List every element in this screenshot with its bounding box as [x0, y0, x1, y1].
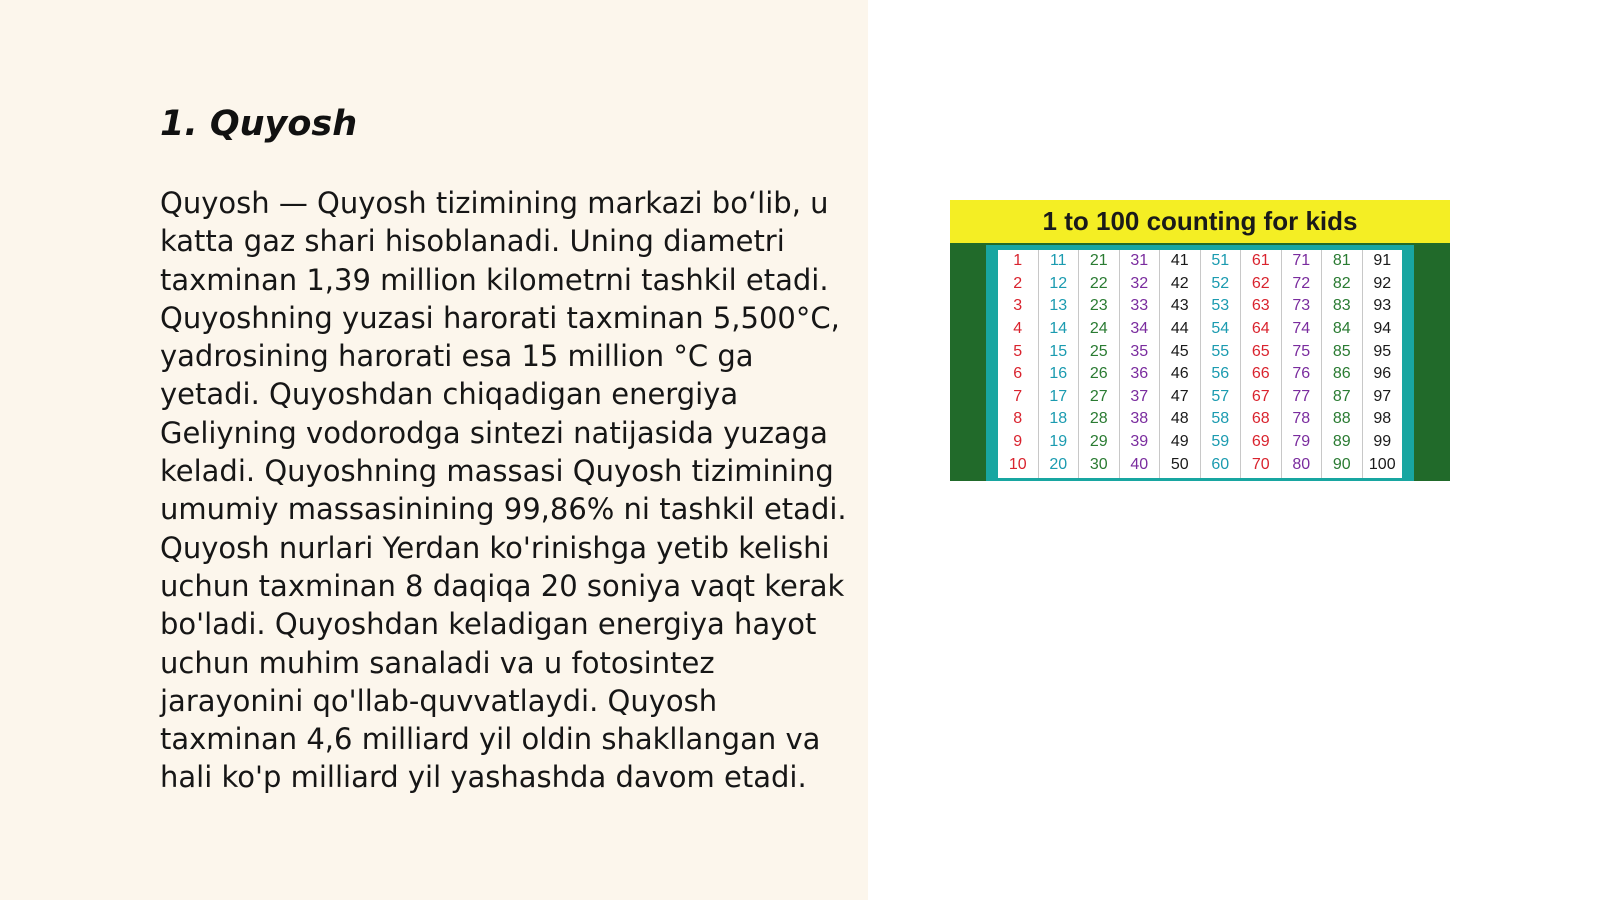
counting-grid-cell: 5: [1013, 342, 1023, 360]
counting-grid-cell: 23: [1089, 297, 1108, 315]
counting-grid-cell: 94: [1373, 320, 1392, 338]
counting-grid-cell: 50: [1170, 455, 1189, 473]
counting-grid-cell: 96: [1373, 365, 1392, 383]
counting-grid-column: [1079, 250, 1120, 478]
counting-grid-cell: 43: [1170, 297, 1189, 315]
counting-grid-cell: 73: [1292, 297, 1311, 315]
counting-grid-cell: 11: [1049, 252, 1067, 270]
counting-grid-cell: 22: [1089, 274, 1108, 292]
counting-grid-cell: 85: [1332, 342, 1351, 360]
counting-grid-cell: 70: [1251, 455, 1270, 473]
counting-grid-cell: 76: [1292, 365, 1311, 383]
counting-grid-cell: 62: [1251, 274, 1270, 292]
counting-grid-cell: 83: [1332, 297, 1351, 315]
counting-grid-cell: 61: [1251, 252, 1270, 270]
counting-grid-cell: 84: [1332, 320, 1351, 338]
counting-grid-cell: 67: [1251, 387, 1270, 405]
counting-grid-cell: 81: [1332, 252, 1351, 270]
counting-grid-cell: 27: [1089, 387, 1108, 405]
counting-grid-cell: 7: [1013, 387, 1023, 405]
counting-grid-cell: 95: [1373, 342, 1392, 360]
counting-grid-cell: 93: [1373, 297, 1392, 315]
counting-grid-cell: 18: [1049, 410, 1068, 428]
counting-grid-cell: 78: [1292, 410, 1311, 428]
counting-chart-title: 1 to 100 counting for kids: [950, 200, 1450, 243]
counting-grid-cell: 63: [1251, 297, 1270, 315]
counting-grid-cell: 33: [1130, 297, 1149, 315]
counting-grid-cell: 21: [1089, 252, 1108, 270]
counting-grid-cell: 75: [1292, 342, 1311, 360]
counting-grid-cell: 45: [1170, 342, 1189, 360]
counting-grid-cell: 90: [1332, 455, 1351, 473]
counting-grid-cell: 19: [1049, 433, 1068, 451]
counting-grid-cell: 69: [1251, 433, 1270, 451]
counting-chart-frame: [986, 245, 1414, 481]
counting-grid-cell: 48: [1170, 410, 1189, 428]
counting-grid-cell: 15: [1049, 342, 1068, 360]
counting-grid-cell: 29: [1089, 433, 1108, 451]
counting-grid-cell: 14: [1049, 320, 1068, 338]
counting-grid-cell: 88: [1332, 410, 1351, 428]
counting-grid-column: [1039, 250, 1080, 478]
counting-grid-cell: 6: [1013, 365, 1023, 383]
counting-grid-cell: 47: [1170, 387, 1189, 405]
counting-grid-cell: 56: [1211, 365, 1230, 383]
counting-grid-cell: 60: [1211, 455, 1230, 473]
counting-grid-cell: 86: [1332, 365, 1351, 383]
counting-grid-cell: 28: [1089, 410, 1108, 428]
counting-grid-column: [1160, 250, 1201, 478]
counting-grid-cell: 36: [1130, 365, 1149, 383]
counting-grid-cell: 1: [1013, 252, 1023, 270]
counting-grid-cell: 42: [1170, 274, 1189, 292]
counting-grid-column: [1241, 250, 1282, 478]
counting-grid-cell: 46: [1170, 365, 1189, 383]
counting-grid-cell: 99: [1373, 433, 1392, 451]
counting-grid-cell: 66: [1251, 365, 1270, 383]
counting-grid-cell: 53: [1211, 297, 1230, 315]
counting-grid-cell: 55: [1211, 342, 1230, 360]
counting-grid-cell: 3: [1013, 297, 1023, 315]
counting-grid-cell: 82: [1332, 274, 1351, 292]
counting-grid-cell: 77: [1292, 387, 1311, 405]
counting-grid-column: [1282, 250, 1323, 478]
counting-grid-cell: 37: [1130, 387, 1149, 405]
counting-grid-cell: 89: [1332, 433, 1351, 451]
counting-grid-cell: 8: [1013, 410, 1023, 428]
counting-grid-cell: 12: [1049, 274, 1068, 292]
counting-grid-column: [998, 250, 1039, 478]
counting-grid-cell: 58: [1211, 410, 1230, 428]
counting-grid-cell: 40: [1130, 455, 1149, 473]
counting-grid-cell: 87: [1332, 387, 1351, 405]
counting-grid-cell: 20: [1049, 455, 1068, 473]
counting-grid-cell: 65: [1251, 342, 1270, 360]
counting-grid-cell: 52: [1211, 274, 1230, 292]
counting-grid-cell: 59: [1211, 433, 1230, 451]
counting-grid: [998, 250, 1402, 478]
counting-grid-cell: 16: [1049, 365, 1068, 383]
counting-grid-cell: 25: [1089, 342, 1108, 360]
counting-grid-cell: 34: [1130, 320, 1149, 338]
counting-grid-cell: 54: [1211, 320, 1230, 338]
counting-grid-cell: 39: [1130, 433, 1149, 451]
counting-grid-cell: 79: [1292, 433, 1311, 451]
counting-grid-cell: 41: [1170, 252, 1189, 270]
counting-grid-cell: 26: [1089, 365, 1108, 383]
counting-grid-cell: 74: [1292, 320, 1311, 338]
counting-chart-image: [950, 200, 1450, 481]
counting-grid-cell: 64: [1251, 320, 1270, 338]
counting-grid-cell: 68: [1251, 410, 1270, 428]
counting-grid-cell: 97: [1373, 387, 1392, 405]
counting-grid-cell: 13: [1049, 297, 1068, 315]
counting-grid-cell: 91: [1373, 252, 1392, 270]
counting-grid-cell: 10: [1008, 455, 1027, 473]
counting-grid-column: [1120, 250, 1161, 478]
counting-grid-cell: 30: [1089, 455, 1108, 473]
counting-grid-cell: 80: [1292, 455, 1311, 473]
counting-grid-cell: 92: [1373, 274, 1392, 292]
counting-grid-cell: 35: [1130, 342, 1149, 360]
counting-grid-column: [1322, 250, 1363, 478]
slide-title: 1. Quyosh: [160, 104, 358, 144]
counting-grid-cell: 9: [1013, 433, 1023, 451]
counting-grid-cell: 98: [1373, 410, 1392, 428]
counting-grid-cell: 17: [1049, 387, 1068, 405]
counting-grid-cell: 24: [1089, 320, 1108, 338]
counting-grid-column: [1363, 250, 1403, 478]
counting-grid-cell: 32: [1130, 274, 1149, 292]
counting-grid-cell: 72: [1292, 274, 1311, 292]
counting-grid-cell: 49: [1170, 433, 1189, 451]
counting-grid-cell: 44: [1170, 320, 1189, 338]
counting-grid-cell: 4: [1013, 320, 1023, 338]
slide-body-text: Quyosh — Quyosh tizimining markazi bo‘lib, u katta gaz shari hisoblanadi. Uning diametri taxminan 1,39 million kilometrni tashkil etadi. Quyoshning yuzasi harorati taxminan 5,500°C, yadrosining harorati esa 15 million °C ga yetadi. Quyoshdan chiqadigan energiya Geliyning vodorodga sintezi natijasida yuzaga keladi. Quyoshning massasi Quyosh tizimining umumiy massasinining 99,86% ni tashkil etadi. Quyosh nurlari Yerdan ko'rinishga yetib kelishi uchun taxminan 8 daqiqa 20 soniya vaqt kerak bo'ladi. Quyoshdan keladigan energiya hayot uchun muhim sanaladi va u fotosintez jarayonini qo'llab-quvvatlaydi. Quyosh taxminan 4,6 milliard yil oldin shakllangan va hali ko'p milliard yil yashashda davom etadi.: [160, 186, 847, 795]
counting-grid-cell: 31: [1130, 252, 1149, 270]
counting-grid-cell: 38: [1130, 410, 1149, 428]
counting-grid-cell: 71: [1292, 252, 1311, 270]
counting-grid-cell: 57: [1211, 387, 1230, 405]
counting-grid-cell: 51: [1211, 252, 1230, 270]
counting-grid-cell: 2: [1013, 274, 1023, 292]
counting-grid-cell: 100: [1368, 455, 1396, 473]
counting-grid-column: [1201, 250, 1242, 478]
